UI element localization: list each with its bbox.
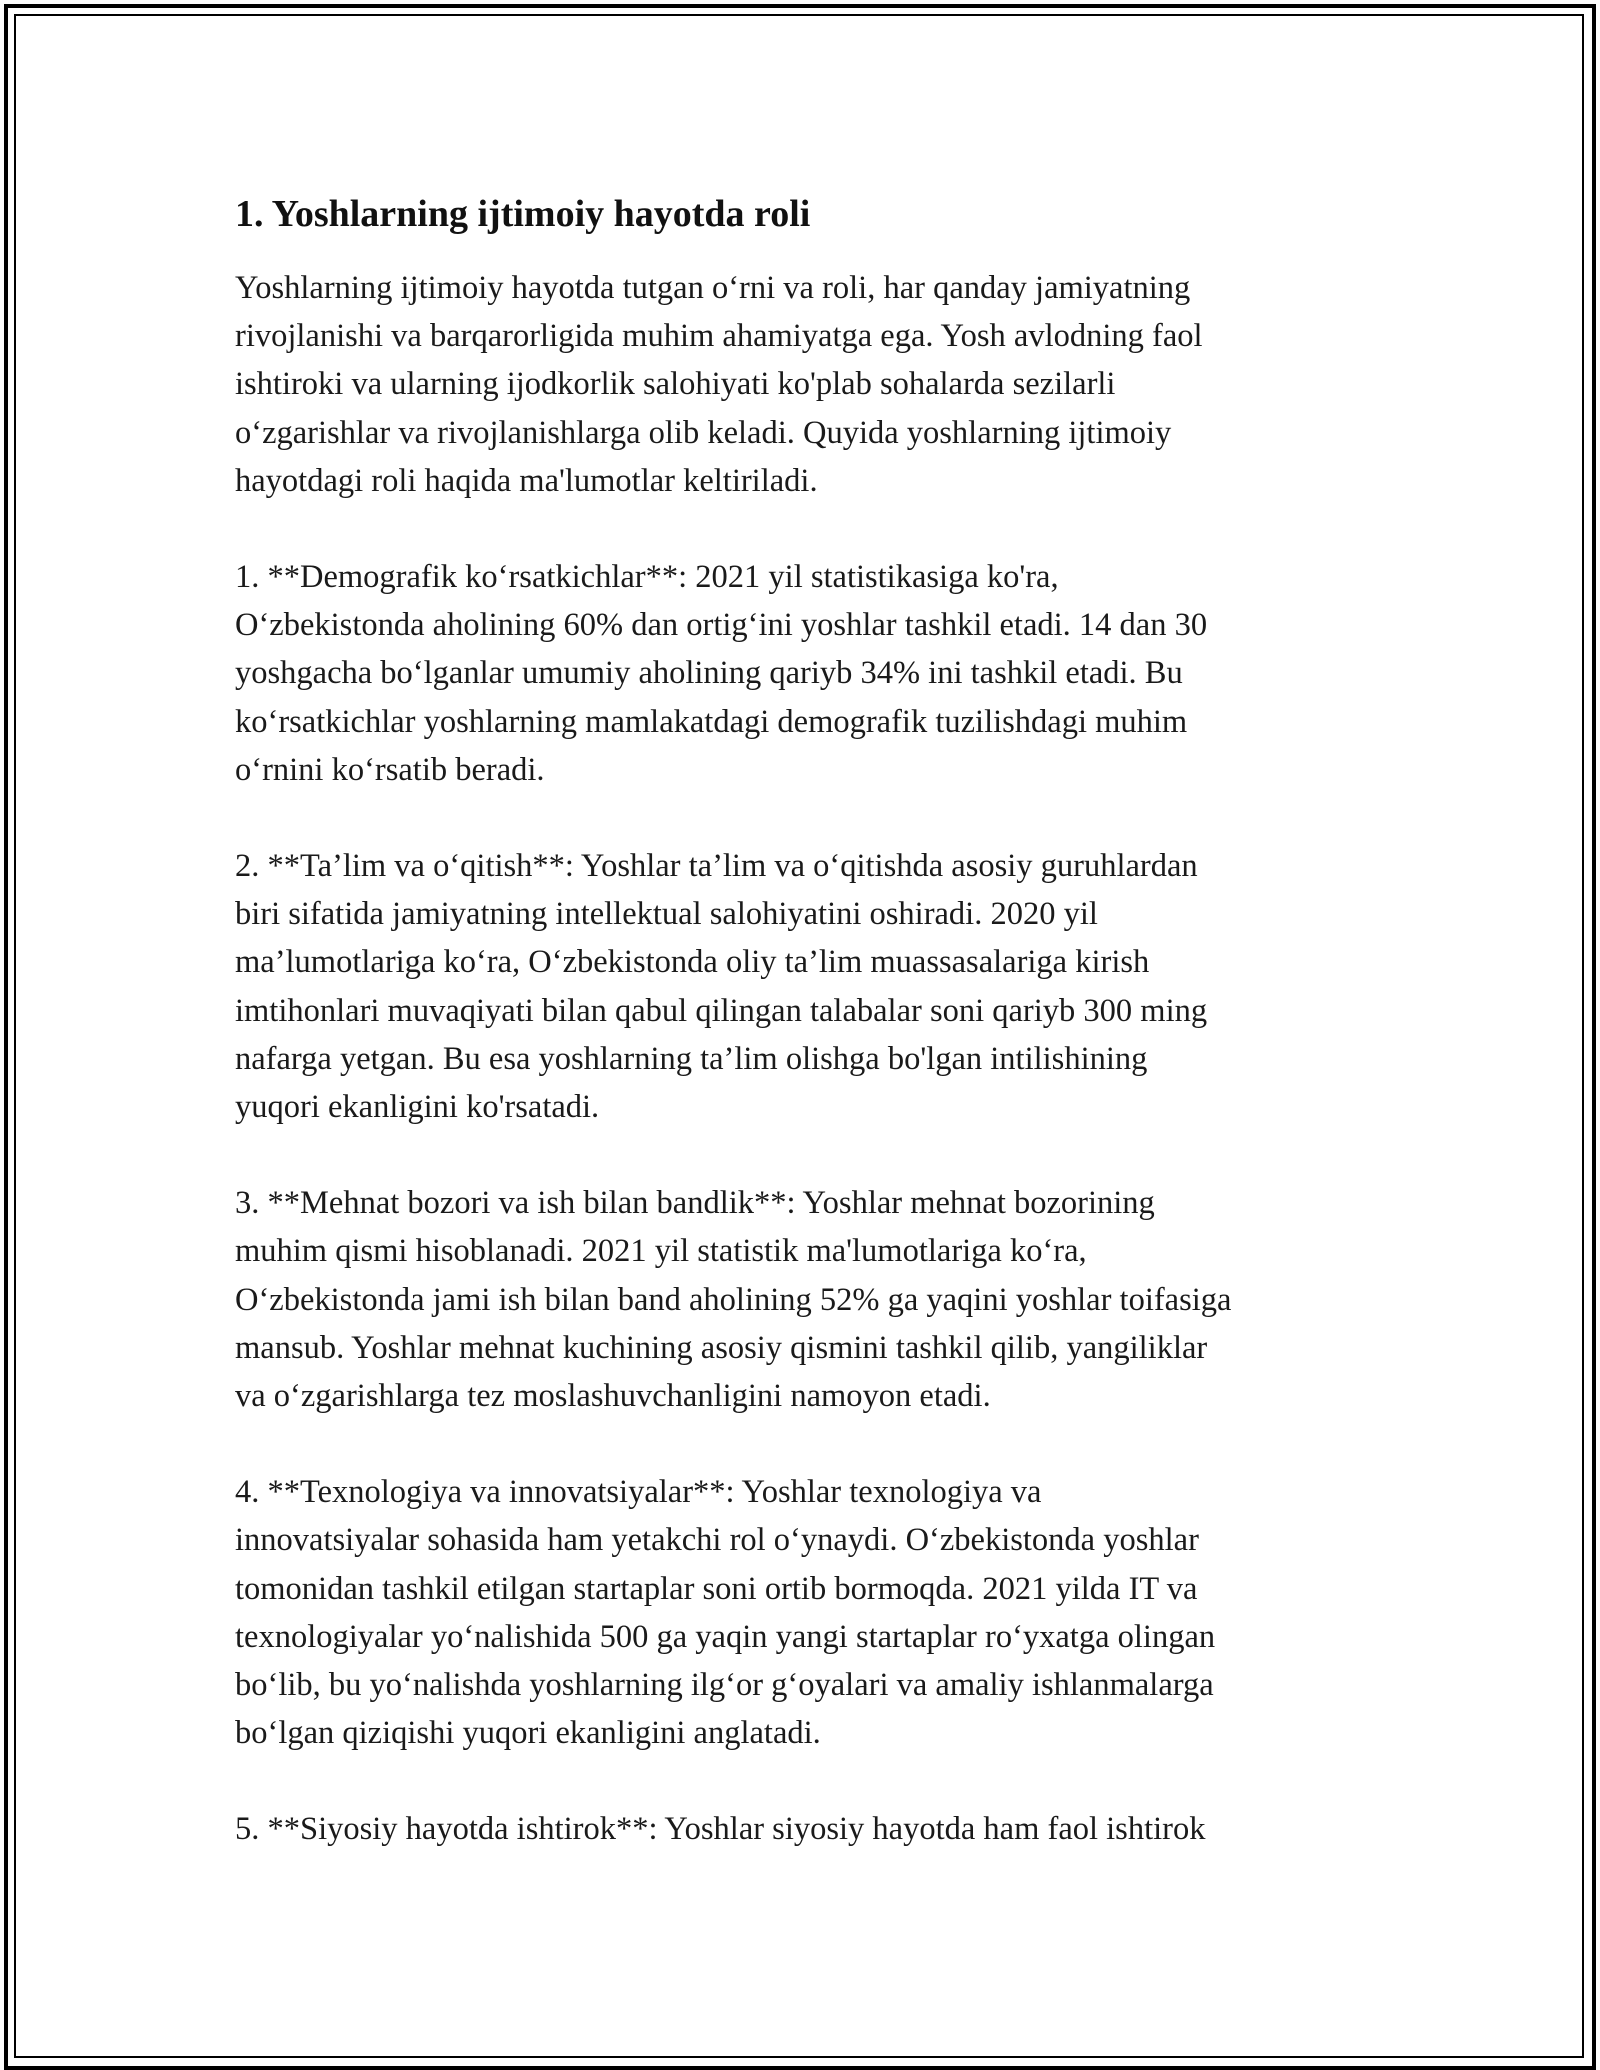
section-heading: 1. Yoshlarning ijtimoiy hayotda roli — [235, 193, 811, 235]
list-item-texnologiya: 4. **Texnologiya va innovatsiyalar**: Yoshlar texnologiya va innovatsiyalar sohasida ham yetakchi rol o‘ynaydi. O‘zbekistonda yoshlar tomonidan tashkil etilgan startaplar soni ortib bormoqda. 2021 yilda IT va texnologiyalar yo‘nalishida 500 ga yaqin yangi startaplar ro‘yxatga olingan bo‘lib, bu yo‘nalishda yoshlarning ilg‘or g‘oyalari va amaliy ishlanmalarga bo‘lgan qiziqishi yuqori ekanligini anglatadi. — [235, 1474, 1216, 1752]
list-item-demografik: 1. **Demografik ko‘rsatkichlar**: 2021 yil statistikasiga ko'ra, O‘zbekistonda aholining 60% dan ortig‘ini yoshlar tashkil etadi. 14 dan 30 yoshgacha bo‘lganlar umumiy aholining qariyb 34% ini tashkil etadi. Bu ko‘rsatkichlar yoshlarning mamlakatdagi demografik tuzilishdagi muhim o‘rnini ko‘rsatib beradi. — [235, 559, 1208, 788]
list-item-mehnat: 3. **Mehnat bozori va ish bilan bandlik**: Yoshlar mehnat bozorining muhim qismi hisoblanadi. 2021 yil statistik ma'lumotlariga ko‘ra, O‘zbekistonda jami ish bilan band aholining 52% ga yaqini yoshlar toifasiga mansub. Yoshlar mehnat kuchining asosiy qismini tashkil qilib, yangiliklar va o‘zgarishlarga tez moslashuvchanligini namoyon etadi. — [235, 1185, 1232, 1415]
intro-paragraph: Yoshlarning ijtimoiy hayotda tutgan o‘rni va roli, har qanday jamiyatning rivojlanishi va barqarorligida muhim ahamiyatga ega. Yosh avlodning faol ishtiroki va ularning ijodkorlik salohiyati ko'plab sohalarda sezilarli o‘zgarishlar va rivojlanishlarga olib keladi. Quyida yoshlarning ijtimoiy hayotdagi roli haqida ma'lumotlar keltiriladi. — [235, 270, 1203, 499]
document-body — [235, 190, 1375, 1854]
list-item-talim: 2. **Ta’lim va o‘qitish**: Yoshlar ta’lim va o‘qitishda asosiy guruhlardan biri sifatida jamiyatning intellektual salohiyatini oshiradi. 2020 yil ma’lumotlariga ko‘ra, O‘zbekistonda oliy ta’lim muassasalariga kirish imtihonlari muvaqiyati bilan qabul qilingan talabalar soni qariyb 300 ming nafarga yetgan. Bu esa yoshlarning ta’lim olishga bo'lgan intilishining yuqori ekanligini ko'rsatadi. — [235, 848, 1208, 1126]
list-item-siyosiy: 5. **Siyosiy hayotda ishtirok**: Yoshlar siyosiy hayotda ham faol ishtirok — [235, 1811, 1206, 1848]
